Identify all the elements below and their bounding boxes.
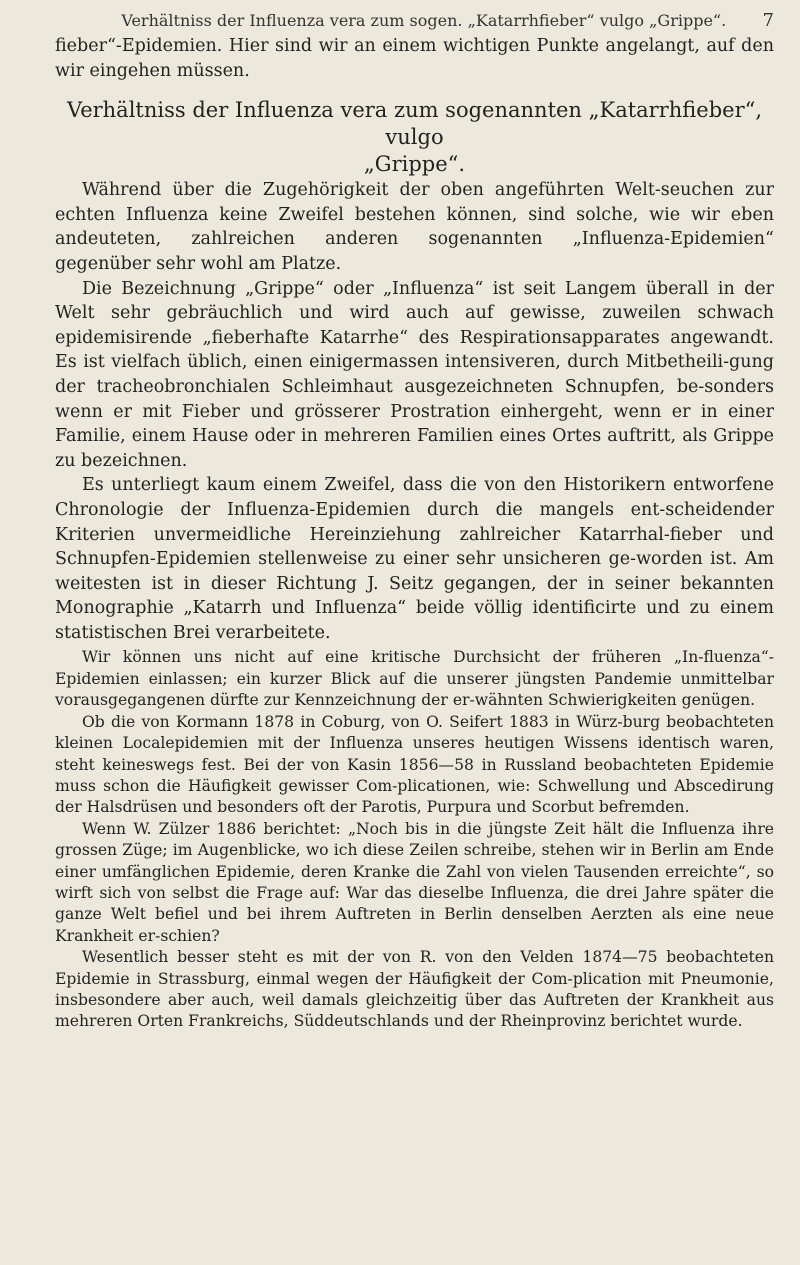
section-heading-line: Verhältniss der Influenza vera zum sogenannten „Katarrhfieber“, vulgo [66, 98, 763, 150]
body-text [55, 34, 774, 1033]
small-paragraph: Ob die von Kormann 1878 in Coburg, von O. Seifert 1883 in Würz-burg beobachteten kleinen Localepidemien mit der Influenza unseres heutigen Wissens identisch waren, steht keineswegs fest. Bei der von Kasin 1856—58 in Russland beobachteten Epidemie muss schon die Häufigkeit gewisser Com-plicationen, wie: Schwellung und Abscedirung der Halsdrüsen und besonders oft der Parotis, Purpura und Scorbut befremden. [55, 712, 774, 817]
small-paragraph: Wenn W. Zülzer 1886 berichtet: „Noch bis in die jüngste Zeit hält die Influenza ihre grossen Züge; im Augenblicke, wo ich diese Zeilen schreibe, stehen wir in Berlin am Ende einer umfänglichen Epidemie, deren Kranke die Zahl von vielen Tausenden erreichte“, so wirft sich von selbst die Frage auf: War das dieselbe Influenza, die drei Jahre später die ganze Welt befiel und bei ihrem Auftreten in Berlin denselben Aerzten als eine neue Krankheit er-schien? [55, 819, 774, 945]
continuation-paragraph: fieber“-Epidemien. Hier sind wir an einem wichtigen Punkte angelangt, auf den wir eingehen müssen. [55, 36, 774, 81]
paragraph: Es unterliegt kaum einem Zweifel, dass die von den Historikern entworfene Chronologie der Influenza-Epidemien durch die mangels ent-scheidender Kriterien unvermeidliche Hereinziehung zahlreicher Katarrhal-fieber und Schnupfen-Epidemien stellenweise zu einer sehr unsicheren ge-worden ist. Am weitesten ist in dieser Richtung J. Seitz gegangen, der in seiner bekannten Monographie „Katarrh und Influenza“ beide völlig identificirte und zu einem statistischen Brei verarbeitete. [55, 475, 774, 643]
section-heading [55, 97, 774, 178]
small-print-block [55, 647, 774, 1032]
section-heading-line: „Grippe“. [363, 152, 466, 177]
paragraph: Die Bezeichnung „Grippe“ oder „Influenza“ ist seit Langem überall in der Welt sehr gebräuchlich und wird auch auf gewisse, zuweilen schwach epidemisirende „fieberhafte Katarrhe“ des Respirationsapparates angewandt. Es ist vielfach üblich, einen einigermassen intensiveren, durch Mitbetheili-gung der tracheobronchialen Schleimhaut ausgezeichneten Schnupfen, be-sonders wenn er mit Fieber und grösserer Prostration einhergeht, wenn er in einer Familie, einem Hause oder in mehreren Familien eines Ortes auftritt, als Grippe zu bezeichnen. [55, 278, 774, 471]
small-paragraph: Wesentlich besser steht es mit der von R. von den Velden 1874—75 beobachteten Epidemie in Strassburg, einmal wegen der Häufigkeit der Com-plication mit Pneumonie, insbesondere aber auch, weil damals gleichzeitig über das Auftreten der Krankheit aus mehreren Orten Frankreichs, Süddeutschlands und der Rheinprovinz berichtet wurde. [55, 948, 774, 1031]
small-paragraph: Wir können uns nicht auf eine kritische Durchsicht der früheren „In-fluenza“-Epidemien einlassen; ein kurzer Blick auf die unserer jüngsten Pandemie unmittelbar vorausgegangenen dürfte zur Kennzeichnung der er-wähnten Schwierigkeiten genügen. [55, 648, 774, 710]
page-number: 7 [762, 10, 774, 31]
paragraph: Während über die Zugehörigkeit der oben angeführten Welt-seuchen zur echten Influenza keine Zweifel bestehen können, sind solche, wie wir eben andeuteten, zahlreichen anderen sogenannten „Influenza-Epidemien“ gegenüber sehr wohl am Platze. [55, 180, 774, 274]
running-title: Verhältniss der Influenza vera zum sogen. „Katarrhfieber“ vulgo „Grippe“. [121, 11, 727, 30]
running-head [55, 10, 774, 34]
